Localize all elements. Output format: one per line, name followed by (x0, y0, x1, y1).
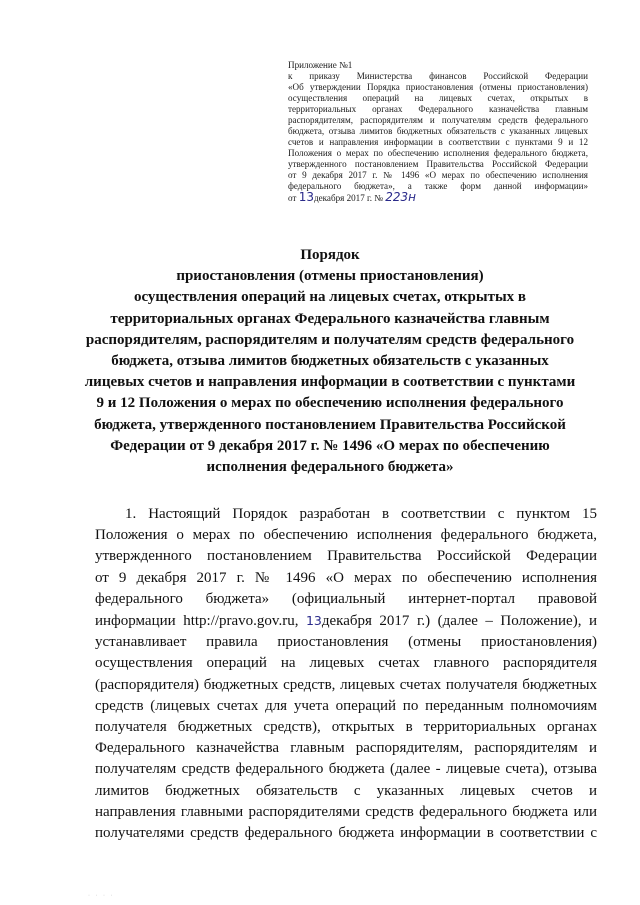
body-line: Федерального казначейства главным распорядителям, распорядителям и (95, 740, 597, 757)
title-line: Федерации от 9 декабря 2017 г. № 1496 «О мерах по обеспечению (110, 437, 550, 454)
body-line: осуществления операций на лицевых счетах главного распорядителя (95, 655, 597, 672)
appendix-line: бюджета, отзыва лимитов бюджетных обязательств с указанных лицевых (288, 126, 588, 136)
title-line: Порядок (300, 247, 360, 263)
body-line: федерального бюджета» (официальный интернет-портал правовой (95, 590, 597, 607)
appendix-line: от 9 декабря 2017 г. № 1496 «О мерах по обеспечению исполнения (288, 170, 588, 180)
scan-artifact: · · · · (88, 893, 115, 899)
appendix-line: утвержденного постановлением Правительства Российской Федерации (288, 159, 588, 169)
title-line: бюджета, утвержденного постановлением Правительства Российской (94, 416, 566, 433)
body-line: от 9 декабря 2017 г. № 1496 «О мерах по обеспечению исполнения (95, 569, 597, 586)
appendix-header (288, 60, 588, 204)
body-line-part: декабря 2017 г.) (далее – Положение), и (321, 613, 597, 630)
appendix-line: Положения о мерах по обеспечению исполнения федерального бюджета, (288, 148, 588, 158)
body-paragraph (95, 504, 597, 844)
date-prefix: от (288, 193, 297, 203)
handwritten-day: 13 (298, 190, 314, 204)
handwritten-order-number: 223н (385, 190, 416, 204)
body-line: устанавливает правила приостановления (отмены приостановления) (95, 634, 597, 651)
appendix-line: к приказу Министерства финансов Российской Федерации (288, 71, 588, 81)
date-rest: декабря 2017 г. № (313, 193, 383, 203)
body-line: утвержденного постановлением Правительства Российской Федерации (95, 548, 597, 565)
title-line: исполнения федерального бюджета» (206, 459, 454, 476)
appendix-line: счетов и направления информации в соответствии с пунктами 9 и 12 (288, 137, 588, 147)
body-line: направления главными распорядителями средств федерального бюджета или (95, 803, 597, 820)
title-line: осуществления операций на лицевых счетах, открытых в (133, 289, 527, 306)
appendix-line: Приложение №1 (288, 60, 353, 70)
body-line: лимитов бюджетных обязательств с указанных лицевых счетов и (95, 782, 597, 799)
body-line: (распорядителя) бюджетных средств, лицевых счетах получателя бюджетных (95, 676, 597, 693)
appendix-date-line (288, 192, 588, 204)
title-line: 9 и 12 Положения о мерах по обеспечению исполнения федерального (96, 395, 564, 412)
body-line-part: информации http://pravo.gov.ru, (95, 613, 299, 630)
body-line: Положения о мерах по обеспечению исполнения федерального бюджета, (95, 527, 597, 544)
body-line-with-date (95, 610, 597, 632)
title-line: территориальных органах Федерального казначейства главным (110, 310, 550, 327)
body-line: получателя бюджетных средств), открытых в территориальных органах (95, 719, 597, 736)
body-line: 1. Настоящий Порядок разработан в соответствии с пунктом 15 (125, 506, 597, 522)
title-line: приостановления (отмены приостановления) (176, 268, 484, 285)
appendix-line: федерального бюджета», а также форм данной информации» (288, 181, 588, 191)
appendix-line: территориальных органах Федерального казначейства главным (288, 104, 588, 114)
body-line: средств (лицевых счетах для учета операций по переданным полномочиям (95, 697, 597, 714)
appendix-line: осуществления операций на лицевых счетах, открытых в (288, 93, 588, 103)
handwritten-day: 13 (305, 613, 322, 629)
appendix-line: «Об утверждении Порядка приостановления (отмены приостановления) (288, 82, 588, 92)
body-line: получателями средств федерального бюджета информации в соответствии с (95, 825, 597, 842)
title-line: лицевых счетов и направления информации в соответствии с пунктами (84, 374, 576, 391)
body-line: получателям средств федерального бюджета (далее - лицевые счета), отзыва (95, 761, 597, 778)
title-line: распорядителям, распорядителям и получателям средств федерального (85, 331, 575, 348)
document-title (60, 245, 600, 478)
title-line: бюджета, отзыва лимитов бюджетных обязательств с указанных (111, 353, 549, 370)
appendix-line: распорядителям, распорядителям и получателям средств федерального (288, 115, 588, 125)
